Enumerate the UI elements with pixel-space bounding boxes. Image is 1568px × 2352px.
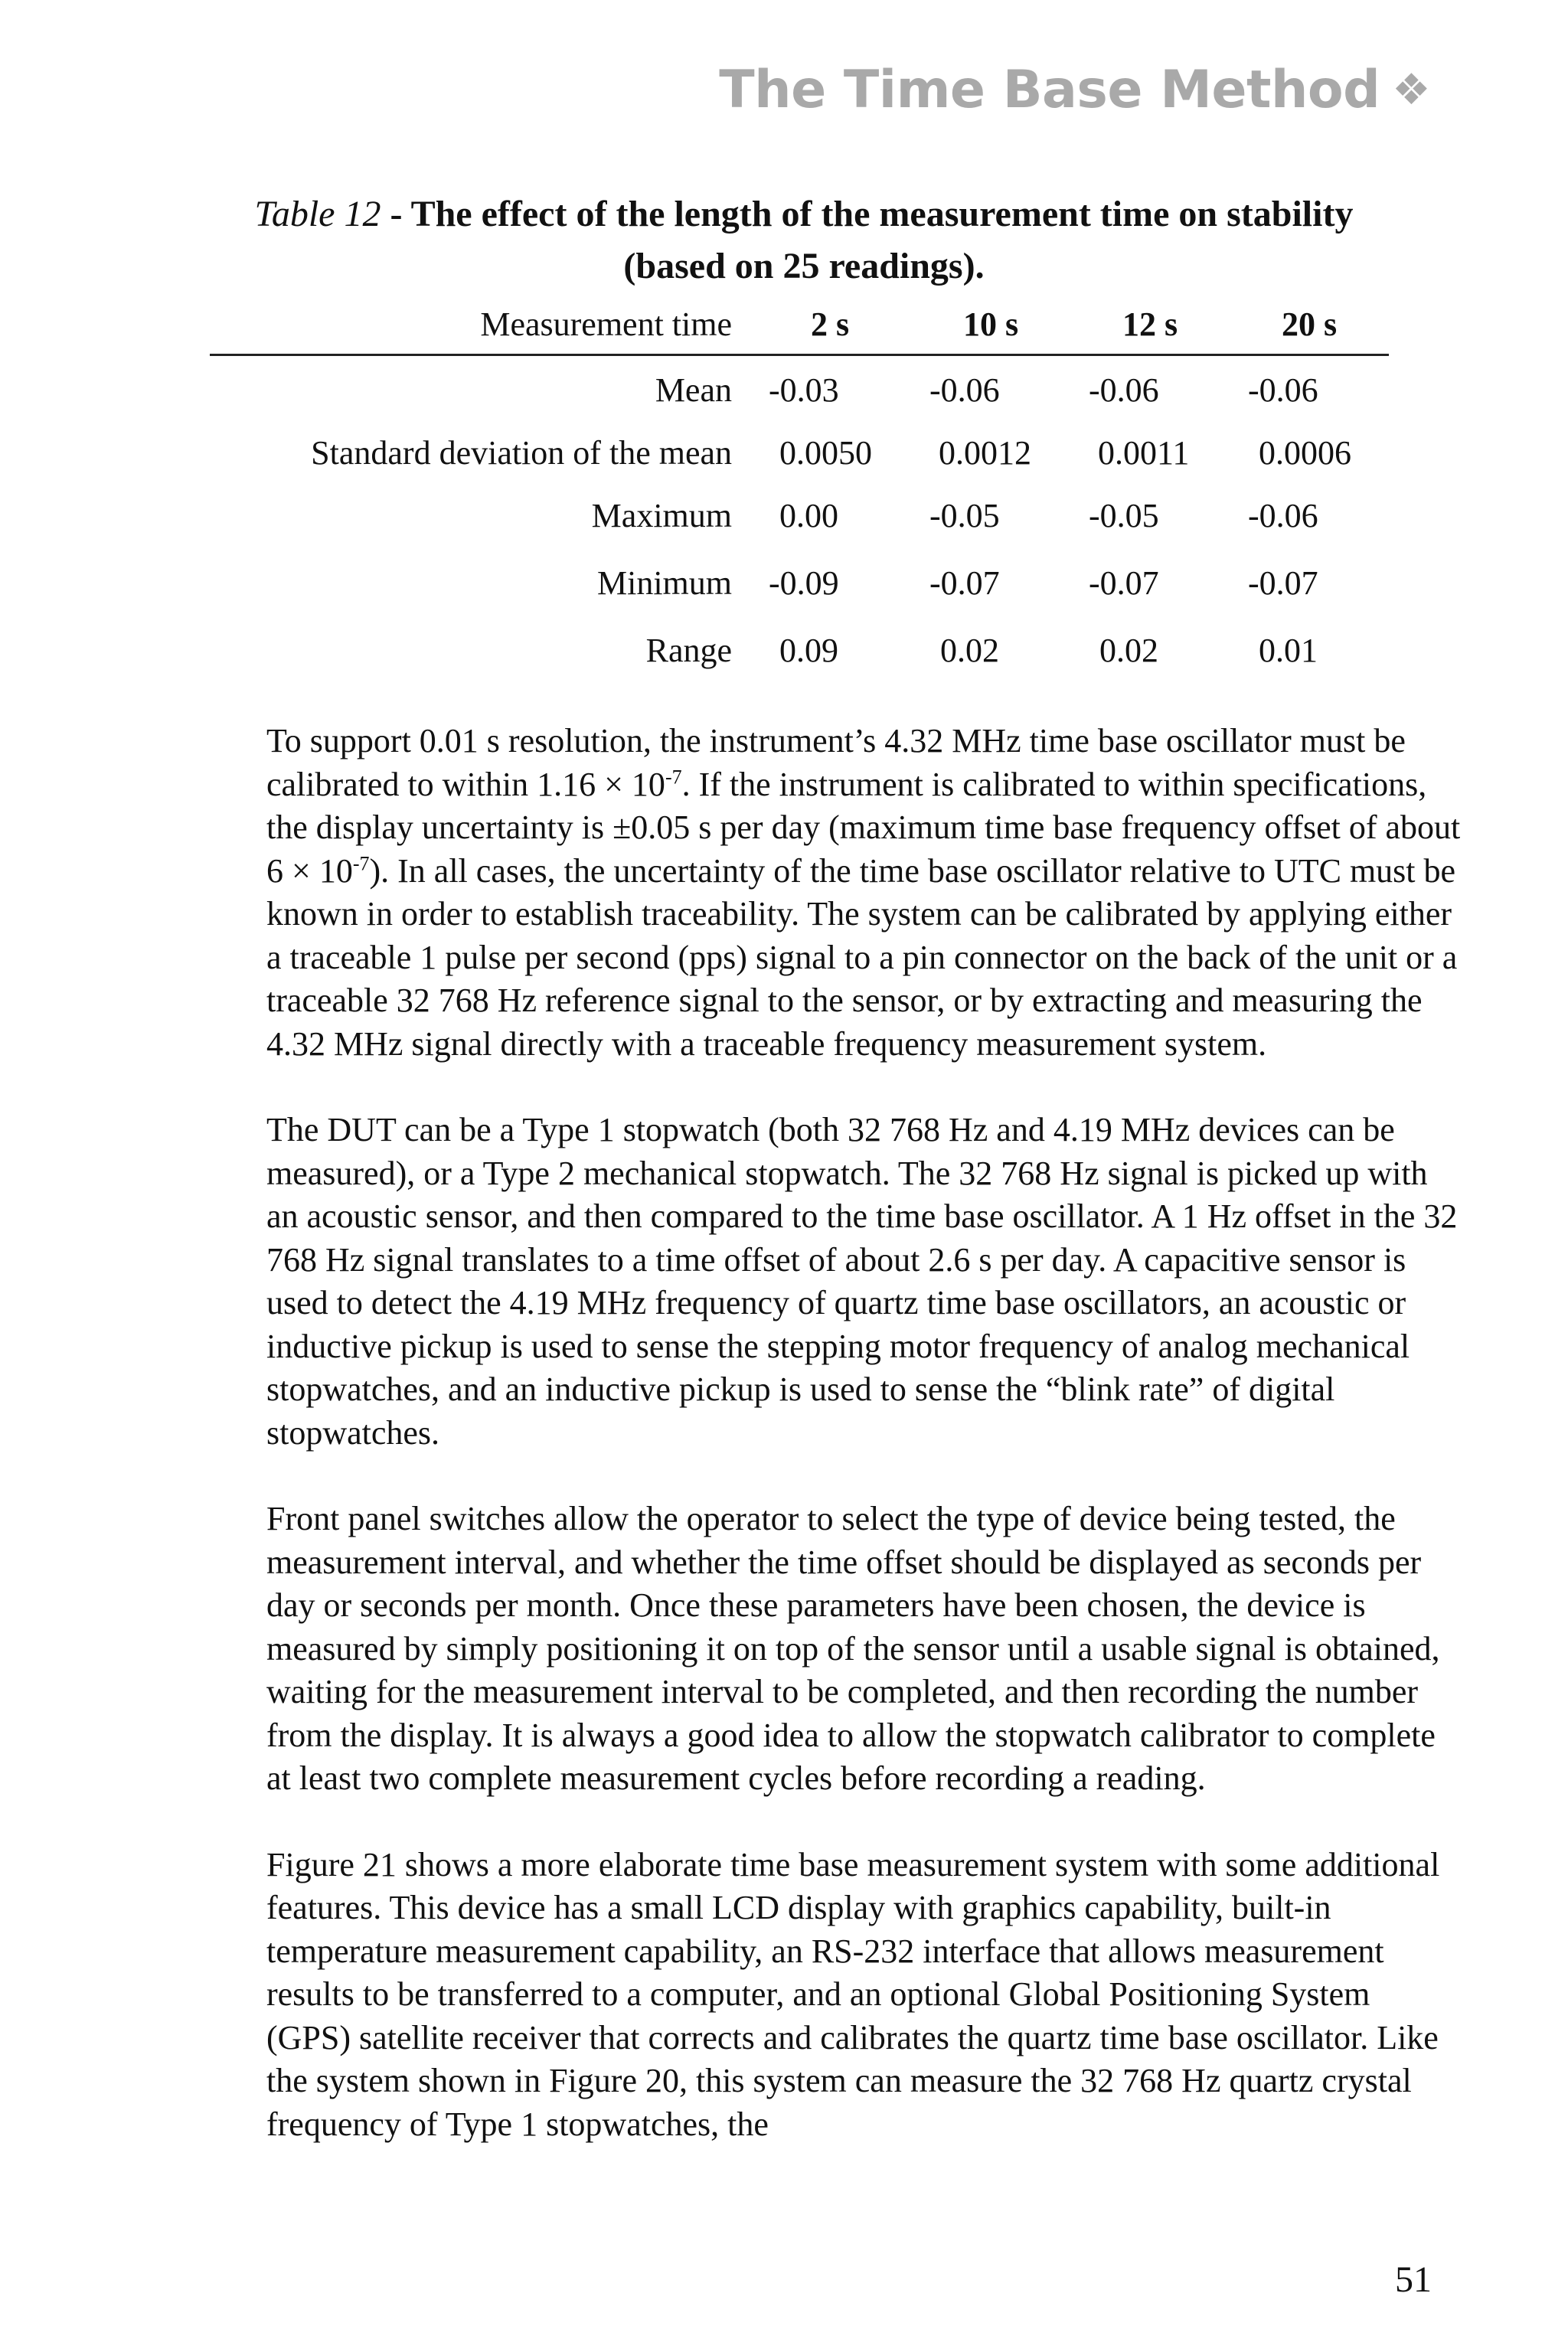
paragraph: Figure 21 shows a more elaborate time base measurement system with some additional features. This device has a small LCD display with graphics capability, built-in temperature measurement capability, an RS-232 interface that allows measurement results to be transferred to a computer, and an optional Global Positioning System (GPS) satellite receiver that corrects and calibrates the quartz time base oscillator. Like the system shown in Figure 20, this system can measure the 32 768 Hz quartz crystal frequency of Type 1 stopwatches, the xyxy=(266,1845,1440,2143)
table-column-header: 10 s xyxy=(962,305,1019,343)
table-row-label: Standard deviation of the mean xyxy=(311,434,732,472)
table-cell: -0.05 xyxy=(1089,497,1159,534)
table-cell: -0.07 xyxy=(1248,564,1318,602)
table-cell: 0.00 xyxy=(779,497,838,534)
paragraph-text: ). In all cases, the uncertainty of the time base oscillator relative to UTC must be known in order to establish traceability. The system can be calibrated by applying either a traceable 1 pulse per second (pps) signal to a pin connector on the back of the unit or a traceable 32 768 Hz reference signal to the sensor, or by extracting and measuring the 4.32 MHz signal directly with a traceable frequency measurement system. xyxy=(266,851,1458,1063)
table-cell: 0.02 xyxy=(940,632,999,669)
table-cell: -0.07 xyxy=(1089,564,1159,602)
table-row-label: Mean xyxy=(655,371,732,409)
table-header-label: Measurement time xyxy=(480,305,732,343)
table-cell: -0.06 xyxy=(1089,371,1159,409)
table-column-header: 20 s xyxy=(1281,305,1338,343)
paragraph-text: To support 0.01 s resolution, the instrument’s 4.32 MHz time base oscillator must be calibrated to within 1.16 × 10 xyxy=(266,722,1406,803)
body-text xyxy=(266,720,1461,2189)
table-row-label: Minimum xyxy=(596,564,732,602)
table-row-label: Maximum xyxy=(591,497,732,534)
table-cell: -0.03 xyxy=(769,371,839,409)
table-column-header: 2 s xyxy=(810,305,850,343)
table-caption-text: - The effect of the length of the measurement time on stability (based on 25 readings). xyxy=(381,194,1354,286)
ornament-icon: ❖ xyxy=(1392,65,1430,115)
superscript: -7 xyxy=(665,765,682,788)
running-head-title: The Time Base Method xyxy=(719,60,1380,120)
table-cell: -0.07 xyxy=(929,564,1000,602)
table-cell: -0.05 xyxy=(929,497,1000,534)
table-cell: -0.06 xyxy=(1248,497,1318,534)
table-cell: 0.02 xyxy=(1099,632,1158,669)
table-row-label: Range xyxy=(645,632,732,669)
table-cell: 0.09 xyxy=(779,632,838,669)
table-cell: 0.0050 xyxy=(779,434,872,472)
table-cell: 0.01 xyxy=(1259,632,1318,669)
table-cell: 0.0012 xyxy=(939,434,1031,472)
table-cell: 0.0006 xyxy=(1259,434,1351,472)
paragraph: The DUT can be a Type 1 stopwatch (both 32 768 Hz and 4.19 MHz devices can be measured), or a Type 2 mechanical stopwatch. The 32 768 Hz signal is picked up with an acoustic sensor, and then compared to the time base oscillator. A 1 Hz offset in the 32 768 Hz signal translates to a time offset of about 2.6 s per day. A capacitive sensor is used to detect the 4.19 MHz frequency of quartz time base oscillators, an acoustic or inductive pickup is used to sense the stepping motor frequency of analog mechanical stopwatches, and an inductive pickup is used to sense the “blink rate” of digital stopwatches. xyxy=(266,1111,1458,1452)
paragraph xyxy=(266,720,1461,1066)
paragraph: Front panel switches allow the operator to select the type of device being tested, the measurement interval, and whether the time offset should be displayed as seconds per day or seconds per month. Once these parameters have been chosen, the device is measured by simply positioning it on top of the sensor until a usable signal is obtained, waiting for the measurement interval to be completed, and then recording the number from the display. It is always a good idea to allow the stopwatch calibrator to complete at least two complete measurement cycles before recording a reading. xyxy=(266,1500,1440,1797)
table-cell: -0.06 xyxy=(1248,371,1318,409)
data-table xyxy=(0,0,1568,689)
table-cell: 0.0011 xyxy=(1098,434,1190,472)
table-cell: -0.09 xyxy=(769,564,839,602)
table-rule xyxy=(210,354,1389,356)
page-number: 51 xyxy=(1395,2259,1432,2300)
table-cell: -0.06 xyxy=(929,371,1000,409)
superscript: -7 xyxy=(352,851,370,874)
paragraph-text: . If the instrument is calibrated to within specifications, the display uncertainty is ±0.05 s per day (maximum time base frequency offset of about 6 × 10 xyxy=(266,765,1461,890)
table-caption-label: Table 12 xyxy=(254,194,381,234)
table-column-header: 12 s xyxy=(1122,305,1178,343)
